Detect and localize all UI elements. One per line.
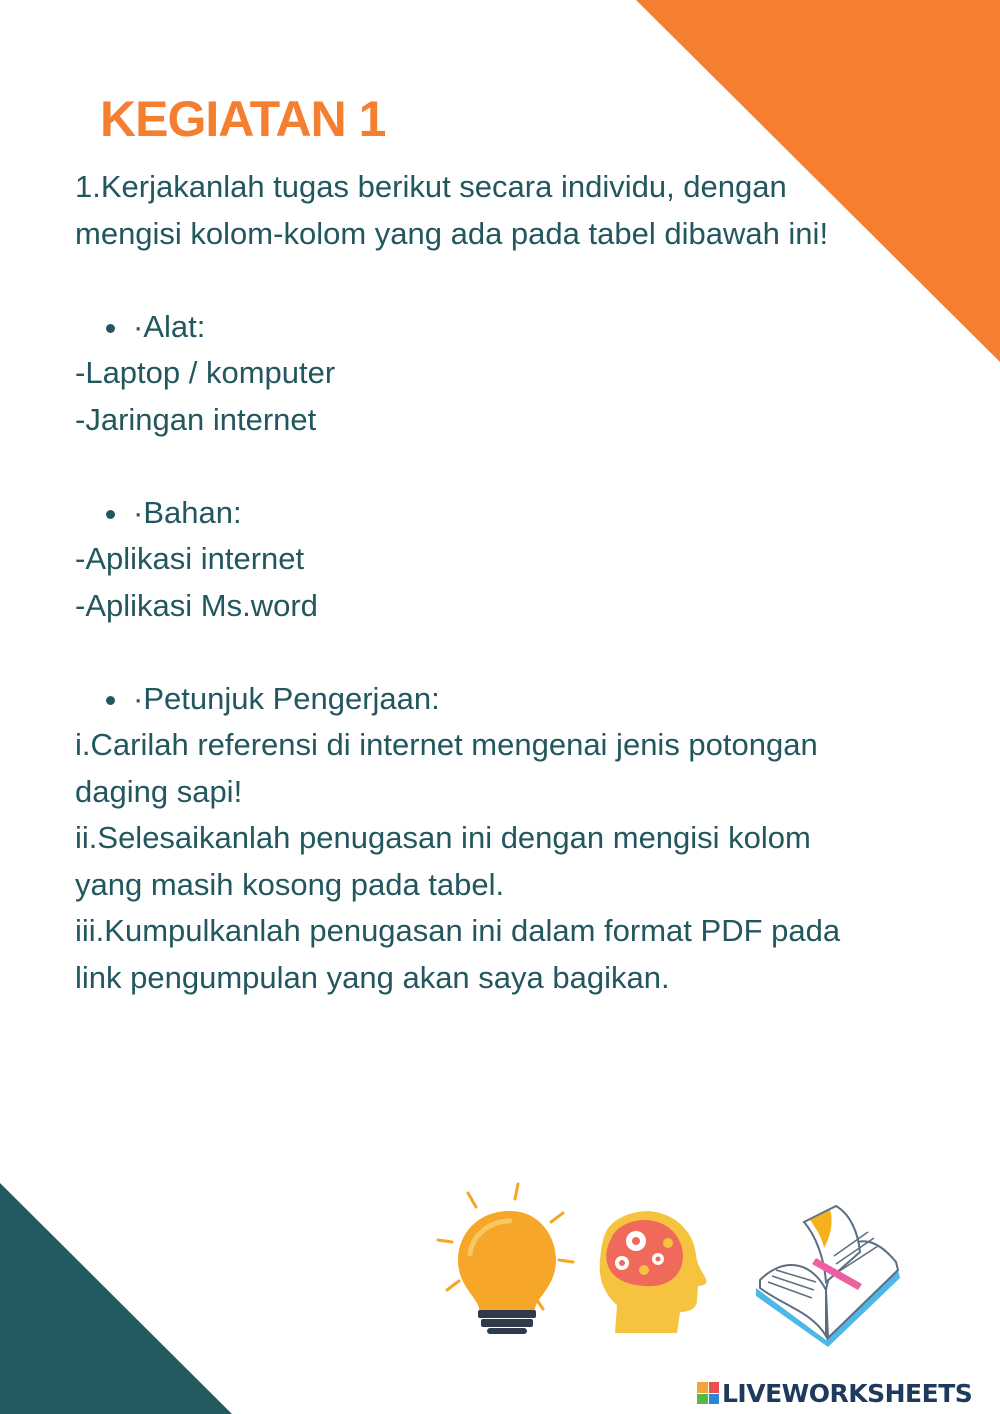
alat-item: -Jaringan internet bbox=[75, 401, 317, 437]
petunjuk-step: ii.Selesaikanlah penugasan ini dengan mengisi kolom yang masih kosong pada tabel. bbox=[75, 820, 811, 902]
petunjuk-step: i.Carilah referensi di internet mengenai jenis potongan daging sapi! bbox=[75, 727, 818, 809]
liveworksheets-watermark bbox=[697, 1378, 972, 1408]
brain-gears-icon bbox=[600, 1211, 707, 1333]
liveworksheets-logo-icon bbox=[697, 1382, 719, 1404]
petunjuk-heading: ·Petunjuk Pengerjaan: bbox=[75, 676, 875, 723]
bahan-heading: ·Bahan: bbox=[75, 490, 875, 537]
lightbulb-icon bbox=[438, 1184, 573, 1334]
intro-text: 1.Kerjakanlah tugas berikut secara individu, dengan mengisi kolom-kolom yang ada pada tabel dibawah ini! bbox=[75, 169, 829, 251]
petunjuk-step: iii.Kumpulkanlah penugasan ini dalam format PDF pada link pengumpulan yang akan saya bagikan. bbox=[75, 913, 841, 995]
bahan-item: -Aplikasi Ms.word bbox=[75, 587, 318, 623]
alat-item: -Laptop / komputer bbox=[75, 355, 336, 390]
watermark-text: LIVEWORKSHEETS bbox=[722, 1378, 973, 1408]
alat-heading: ·Alat: bbox=[75, 304, 875, 351]
open-book-icon bbox=[756, 1206, 900, 1347]
bahan-item: -Aplikasi internet bbox=[75, 541, 305, 576]
page-title: KEGIATAN 1 bbox=[100, 91, 386, 147]
